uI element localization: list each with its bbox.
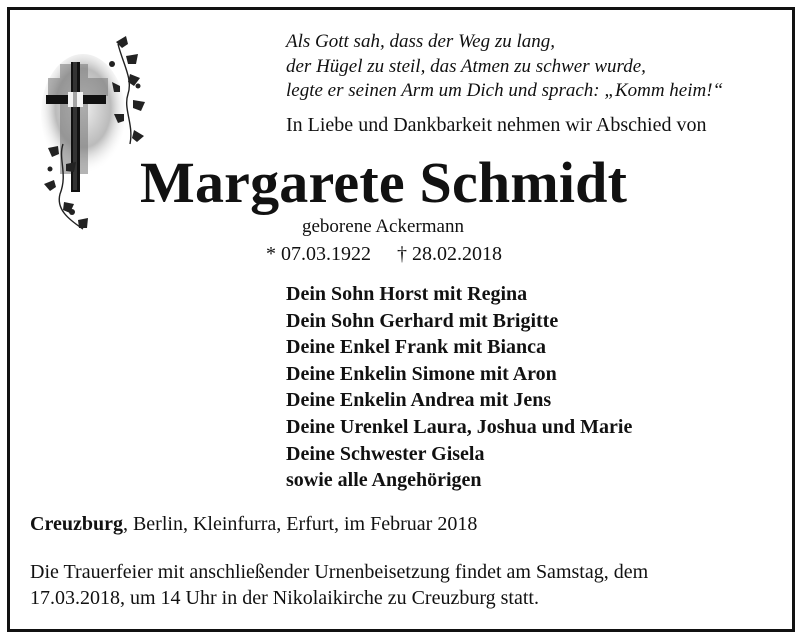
mourner-line: Deine Enkel Frank mit Bianca xyxy=(286,336,547,359)
poem xyxy=(286,30,723,104)
life-dates xyxy=(266,243,502,266)
mourner-line: Dein Sohn Horst mit Regina xyxy=(286,283,528,305)
place-rest: , Berlin, Kleinfurra, Erfurt, im Februar 2018 xyxy=(122,513,478,535)
mourner-line: Deine Enkelin Simone mit Aron xyxy=(286,362,557,385)
poem-line: der Hügel zu steil, das Atmen zu schwer wurde, xyxy=(286,55,646,77)
mourner-line: Dein Sohn Gerhard mit Brigitte xyxy=(286,309,559,332)
mourner-line: Deine Enkelin Andrea mit Jens xyxy=(286,389,552,412)
funeral-service-info: Die Trauerfeier mit anschließender Urnenbeisetzung findet am Samstag, dem 17.03.2018, um 14 Uhr in der Nikolaikirche zu Creuzburg statt. xyxy=(30,561,649,609)
birth-date: * 07.03.1922 xyxy=(266,243,371,265)
death-date: † 28.02.2018 xyxy=(397,243,502,265)
intro-line: In Liebe und Dankbarkeit nehmen wir Abschied von xyxy=(286,114,707,136)
mourner-line: sowie alle Angehörigen xyxy=(286,469,482,492)
deceased-name: Margarete Schmidt xyxy=(140,150,628,215)
mourner-line: Deine Schwester Gisela xyxy=(286,442,485,465)
place-main: Creuzburg xyxy=(30,513,123,535)
poem-line: legte er seinen Arm um Dich und sprach: „Komm heim!“ xyxy=(286,80,724,101)
cross-with-ivy xyxy=(38,34,153,234)
mourners-list xyxy=(286,281,632,494)
place-and-date xyxy=(30,513,477,536)
ivy-icon xyxy=(38,34,153,234)
poem-line: Als Gott sah, dass der Weg zu lang, xyxy=(286,31,556,52)
mourner-line: Deine Urenkel Laura, Joshua und Marie xyxy=(286,415,633,438)
birth-name: geborene Ackermann xyxy=(302,216,464,237)
